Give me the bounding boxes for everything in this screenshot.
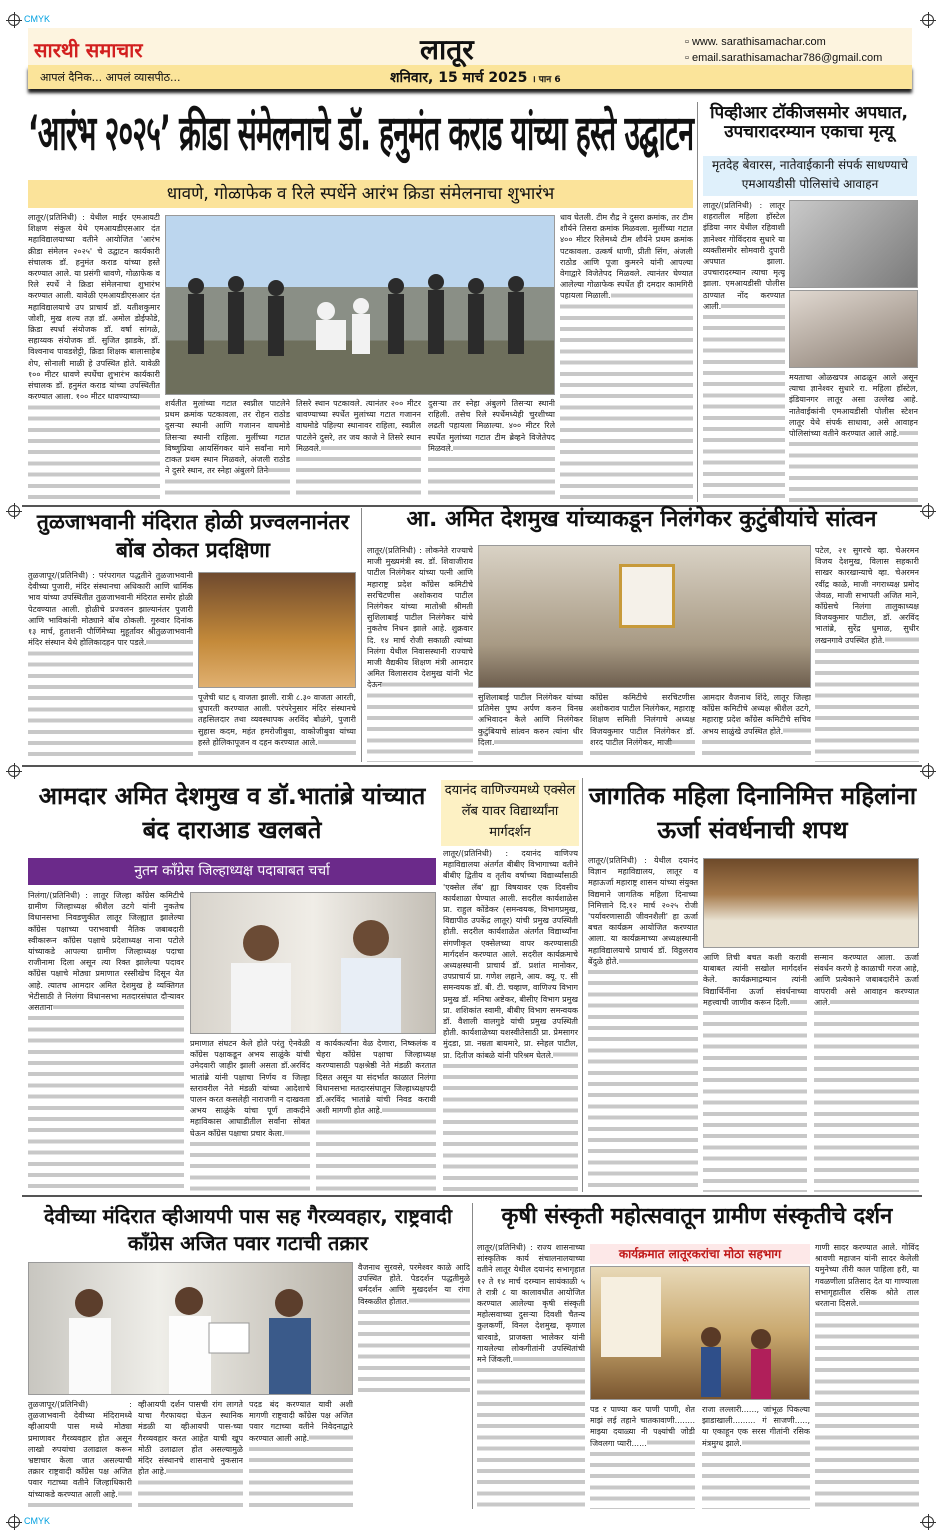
krushi-body-col1: लातूर/(प्रतिनिधी) : राज्य शासनाच्या सांस्कृतिक कार्य संचालनालयाच्या वतीने लातूर येथील दयानंद सभागृहात १२ ते १४ मार्च दरम्यान सायंकाळी ५ ते रात्री ८ या कालावधीत आयोजित करण्यात आलेल्या कृषी संस्कृती महोत्सवाच्या दुसऱ्या दिवशी चैतन्य कुलकर्णी, विनल देशमुख, कृणाल धारवाडे, प्राजक्ता भालेकर यांनी गायलेल्या लोकगीतांनी उपस्थितांची मने जिंकली. — [477, 1242, 585, 1509]
memorandum-photo-icon — [29, 1263, 353, 1395]
krushi-headline — [476, 1205, 918, 1239]
krushi-body-col4: गाणी सादर करण्यात आले. गोविंद श्रावणी महाजन यांनी सादर केलेली यमुनेच्या तीरी काल पाहिला हरी, या गवळणीला प्रतिसाद देत या गाण्याला सभागृहातील रसिक श्रोते ताल धरताना दिसले. — [815, 1242, 919, 1509]
lead-subhead: धावणे, गोळाफेक व रिले स्पर्धेने आरंभ क्रिडा संमेलनाचा शुभारंभ — [28, 180, 693, 208]
registration-mark-icon — [8, 1516, 20, 1528]
stage-performers-photo-icon — [591, 1267, 810, 1400]
portrait-frame-icon — [619, 564, 675, 628]
tagline: आपलं दैनिक... आपलं व्यासपीठ... — [40, 71, 181, 84]
column-divider — [472, 1203, 473, 1509]
website-link[interactable]: ▫ www. sarathisamachar.com — [685, 36, 826, 48]
condolence-body-col1: लातूर/(प्रतिनिधी) : लोकनेते राज्याचे माजी मुख्यमंत्री स्व. डॉ. शिवाजीराव पाटील निलंगेकर यांच्या पत्नी आणि महाराष्ट्र प्रदेश काँग्रेस कमिटीचे सरचिटणीस अशोकराव पाटील निलंगेकर यांच्या मातोश्री श्रीमती सुशिलाबाई पाटील निलंगेकर यांचे नुकतेच निधन झाले आहे. शुक्रवार दि. १४ मार्च रोजी सकाळी त्यांच्या निलंगा येथील निवासस्थानी राज्याचे माजी वैद्यकीय शिक्षण मंत्री आमदार अमित विलासराव देशमुख यांनी भेट देऊन — [367, 545, 473, 762]
devi-temple-body-col3: पदड बंद करण्यात यावी अशी मागणी राष्ट्रवादी काँग्रेस पक्ष अजित पवार गटाच्या वतीने निवेदनाद्वारे करण्यात आली आहे. — [249, 1399, 353, 1509]
registration-mark-icon — [8, 505, 20, 517]
devi-temple-body-col4: वैजनाथ सुरवसे, परमेश्वर काळे आदि उपस्थित होते. पेडदर्शन पद्धतीमुळे धर्मदर्शन आणि मुखदर्शन या रांगा विस्कळीत होतात. — [358, 1262, 470, 1395]
column-divider — [582, 778, 583, 1192]
krushi-body-col2: पड र पाण्या कर पाणी पाणी, शेत माझं लई तहाने चातकावाणी........ माझ्या दयाळ्या नी पक्ष्यांची जोडी जिवलगा प्यारी...... — [590, 1404, 695, 1509]
lead-photo — [165, 215, 555, 395]
womens-day-body-col1: लातूर/(प्रतिनिधी) : येथील दयानंद विज्ञान महाविद्यालय, लातूर व महाऊर्जा महाराष्ट्र शासन यांच्या संयुक्त विद्यमाने जागतिक महिला दिनाच्या निमित्ताने दि.१२ मार्च २०२५ रोजी 'पर्यावरणासाठी जीवनशैली' हा ऊर्जा बचत कार्यक्रम आयोजित करण्यात आला. या कार्यक्रमाच्या अध्यक्षस्थानी महाविद्यालयाचे प्राचार्य डॉ. विठ्ठलराव बेंदुळे होते. — [588, 855, 698, 1192]
krushi-body-col3: राजा लल्लारी......, जांभूळ पिकल्या झाडाखाली......... गं साजणी....., या एकाहून एक सरस गीतांनी रसिक मंत्रमुग्ध झाले. — [702, 1404, 810, 1509]
condolence-headline-text: आ. अमित देशमुख यांच्याकडून निलंगेकर कुटुंबीयांचे सांत्वन — [406, 507, 877, 532]
womens-day-photo — [703, 858, 919, 948]
registration-mark-icon — [8, 765, 20, 777]
tuljabhavani-headline: तुळजाभवानी मंदिरात होळी प्रज्वलनानंतर बोंब ठोकत प्रदक्षिणा — [36, 510, 350, 563]
accident-subhead: मृतदेह बेवारस, नातेवाईकानी संपर्क साधण्याचे एमआयडीसी पोलिसांचे आवाहन — [703, 156, 917, 196]
devi-temple-body-col2: व्हीआयपी दर्शन पासची रांग लागते याचा गैरफायदा घेऊन स्थानिक मंडळी या व्हीआयपी पास-च्या गैरव्यवहार करत आहेत याची खूप मोठी उलाढाल होत असल्यामुळे मंदिर संस्थानचे शासनाचे नुकसान होत आहे. — [138, 1399, 243, 1509]
devi-temple-body-col1: तुळजापूर/(प्रतिनिधी) : तुळजाभवानी देवीच्या मंदिरामध्ये व्हीआयपी पास मध्ये मोठ्या प्रमाणावर गैरव्यवहार होत असून लाखो रुपयांचा उलाढाल करून भ्रष्टाचार केला जात असल्याची तक्रार राष्ट्रवादी काँग्रेस पक्ष अजित पवार गटाच्या वतीने जिल्हाधिकारी यांच्याकडे करण्यात आली आहे. — [28, 1399, 132, 1509]
condolence-body-col4: काँग्रेस कमिटीचे सरचिटणीस अशोकराव पाटील निलंगेकर, महाराष्ट्र शिक्षण समिती निलंगाचे अध्यक्ष विजयकुमार पाटील निलंगेकर डॉ. शरद पाटील निलंगेकर, माजी — [590, 692, 695, 762]
registration-mark-icon — [922, 505, 934, 517]
two-men-photo-icon — [191, 893, 436, 1034]
date-text: शनिवार, 15 मार्च 2025 — [390, 70, 528, 86]
column-divider — [697, 102, 698, 502]
accident-photo-1 — [789, 200, 918, 288]
cmyk-mark: CMYK — [24, 14, 51, 24]
krushi-photo — [590, 1266, 810, 1400]
brand-logo: सारथी समाचार — [34, 38, 143, 62]
closed-door-body-col1: निलंगा/(प्रतिनिधी) : लातूर जिल्हा काँग्रेस कमिटीचे ग्रामीण जिल्हाध्यक्ष श्रीशैल उटगे यांनी नुकतेच विधानसभा निवडणुकीत लातूर जिल्ह्यात झालेल्या काँग्रेस पक्षाच्या पराभवाची नैतिक जबाबदारी स्वीकारून काँग्रेस पक्षाचे प्रदेशाध्यक्ष नाना पटोले यांच्याकडे आपल्या ग्रामीण जिल्हाध्यक्ष पदाचा राजीनामा दिला असून त्या रिक्त झालेल्या पदावर काँग्रेस पक्षाचे मोठ्या प्रमाणात रस्सीखेच दिसून येत आहे. त्यातच आमदार अमित देशमुख हे व्यक्तिगत भेटीसाठी ते निलंगा विधानसभा मतदारसंघात दौऱ्यावर असताना — [28, 890, 184, 1192]
column-divider — [361, 508, 362, 762]
closed-door-subhead: नुतन काँग्रेस जिल्हाध्यक्ष पदाबाबत चर्चा — [28, 858, 436, 885]
condolence-body-col5: आमदार वैजनाथ शिंदे, लातूर जिल्हा काँग्रेस कमिटीचे अध्यक्ष श्रीशैल उटगे, महाराष्ट्र प्रदेश काँग्रेस कमिटीचे सचिव अभय साळुंखे उपस्थित होते. — [702, 692, 811, 762]
cmyk-mark: CMYK — [24, 1516, 51, 1526]
accident-body-col2: मयताचा ओळखपत्र आढळून आले असून त्याचा ज्ञानेश्वर सुधारे रा. महिला हॉस्टेल, इंडियानगर लातूर असा उल्लेख आहे. नातेवाईकांनी एमआयडीसी पोलीस स्टेशन लातूर येथे संपर्क साधावा, असे आवाहन पोलिसांच्या वतीने करण्यात आले आहे. — [789, 372, 918, 502]
devi-temple-photo — [28, 1262, 353, 1395]
accident-headline: पिव्हीआर टॉकीजसमोर अपघात, उपचारादरम्यान एकाचा मृत्यू — [710, 103, 908, 142]
page-number: । पान 6 — [532, 75, 561, 85]
lead-body-col2: शर्यतीत मुलांच्या गटात स्वप्नील पाटलेने प्रथम क्रमांक पटकावला, तर रोहन राठोड दुसऱ्या स्थानी आणि गजानन वाघमोडे तिसऱ्या स्थानी राहिला. मुलींच्या गटात विष्णुप्रिया आयसिंगकर यांने सर्वांना मागे टाकत प्रथम स्थान मिळवले, अंजली राठोड ने दुसरे स्थान, तर स्नेहा अंबुलगे तिने — [165, 398, 290, 502]
dayanand-body: लातूर/(प्रतिनिधी) : दयानंद वाणिज्य महाविद्यालया अंतर्गत बीबीए विभागाच्या वतीने बीबीए द्वितीय व तृतीय वर्षाच्या विद्यार्थ्यांसाठी 'एक्सेल लॅब' ह्या विषयावर एक दिवसीय कार्यशाळा घेण्यात आली. सदरील कार्यशाळेस प्रा. राहुल कोंडेकर (समन्वयक, विभागप्रमुख, विद्यापीठ उपकेंद्र लातूर) यांची प्रमुख उपस्थिती होती. सदरील कार्यशाळेत अंतर्गत विद्यार्थ्यांना संगणीकृत एक्सेलच्या वापर करण्यासाठी मार्गदर्शन करण्यात आले. सदरील कार्यक्रमाचे अध्यक्षस्थानी प्राचार्य डॉ. प्रशांत मानोकर, उपप्राचार्य प्रा. गणेश लहाने, आय. क्यू. ए. सी समन्वयक डॉ. बी. टी. चव्हाण, वाणिज्य विभाग प्रमुख डॉ. मनिषा अष्टेकर, बीसीए विभाग प्रमुख प्रा. शशिकांत स्वामी, बीबीए विभाग समन्वयक डॉ. वैशाली वालगुडे यांची प्रमुख उपस्थिती होती. कार्यशाळेच्या यशस्वीतेसाठी प्रा. प्रेमसागर मुंदडा, प्रा. नम्रता बायमारे, प्रा. स्नेहल पाटील, प्रा. दितीज कांबळे यांनी परिश्रम घेतले. — [443, 848, 578, 1192]
edition-city: लातूर — [420, 33, 474, 66]
womens-day-body-col2: आणि तिची बचत कशी करावी याबाबत त्यांनी सखोल मार्गदर्शन केले. कार्यक्रमाद्रम्यान त्यांनी विद्यार्थिनींना ऊर्जा संवर्धनाच्या महत्त्वाची जाणीव करून दिली. — [703, 952, 807, 1192]
tuljabhavani-body-col2: पूजेची धाट ६ वाजता झाली. रात्री ८.३० वाजता आरती, धुपारती करण्यात आली. परंपरेनुसार मंदिर संस्थानचे तहसिलदार तथा व्यवस्थापक अरविंद बोळंगे, पुजारी सुहास कदम, महंत हमरोजीबुवा, वाकोजीबुवा यांच्या हस्ते होलिकापूजन व दहन करण्यात आले. — [198, 692, 356, 762]
womens-day-body-col3: सन्मान करण्यात आला. ऊर्जा संवर्धन करणे हे काळाची गरज आहे, आणि प्रत्येकाने जबाबदारीने ऊर्जा वापरावी असे आवाहन करण्यात आले. — [814, 952, 919, 1192]
krushi-photo-caption: कार्यक्रमात लातूरकरांचा मोठा सहभाग — [590, 1244, 810, 1264]
registration-mark-icon — [8, 14, 20, 26]
contact-info — [685, 34, 882, 66]
registration-mark-icon — [922, 765, 934, 777]
closed-door-body-col3: व कार्यकर्त्यांना वेळ देणारा, निष्कलंक व चेहरा काँग्रेस पक्षाचा जिल्हाध्यक्ष करण्यासाठी पक्षश्रेष्ठी नेते मंडळी करतात दिसत असून या संदर्भात काळात निलंगा विधानसभा मतदारसंघातून जिल्हाध्यक्षपदी डॉ.अरविंद भातांब्रे यांची निवड करावी अशी मागणी होत आहे. — [316, 1038, 436, 1192]
lead-body-col3: तिसरे स्थान पटकावले. त्यानंतर २०० मीटर धावण्याच्या स्पर्धेत मुलांच्या गटात गजानन वाघमोडे पहिल्या स्थानावर राहिला, स्वप्नील पाटलेने दुसरे, तर जय काजे ने तिसरे स्थान मिळवले. — [296, 398, 421, 502]
devi-temple-headline: देवीच्या मंदिरात व्हीआयपी पास सह गैरव्यवहार, राष्ट्रवादी काँग्रेस अजित पवार गटाची तक्रार — [44, 1204, 452, 1255]
issue-date — [390, 68, 561, 87]
registration-mark-icon — [922, 14, 934, 26]
lead-body-col4: दुसऱ्या तर स्नेहा अंबुलगे तिसऱ्या स्थानी राहिली. तसेच रिले स्पर्धेमध्येही चुरशीच्या लढती पहायला मिळाल्या. ४०० मीटर रिले स्पर्धेत मुलांच्या गटात टीम ब्रेव्हने विजेतेपद मिळवले. — [428, 398, 555, 502]
section-divider — [22, 1195, 922, 1197]
lead-body-col5: धाव घेतली. टीम रौद्र ने दुसरा क्रमांक, तर टीम शौर्यने तिसरा क्रमांक मिळवला. मुलींच्या गटात ४०० मीटर रिलेमध्ये टीम शौर्यने प्रथम क्रमांक पटकावला. उत्कर्ष धाणी, प्रीती सिंग, अंजली राठोड आणि पूजा कुमरने यांनी आपल्या वेगाद्वारे विजेतेपद मिळवले. त्यानंतर घेण्यात आलेल्या गोळाफेक स्पर्धेत ही दमदार कामगिरी पहायला मिळाली. — [560, 212, 693, 502]
closed-door-body-col2: प्रमाणात संघटन केले होते परंतु ऐनवेळी काँग्रेस पक्षाकडून अभय साळुंके यांची उमेदवारी जाहीर झाली असता डॉ.अरविंद भातांब्रे यांनी पक्षाचा निर्णय व जिल्हा स्तरावरील नेते मंडळी यांच्या आदेशाचे पालन करत कसलेही नाराजगी न दाखवता अभय साळुंके यांचा पूर्ण ताकदीने महाविकास आघाडीतील सर्वांना सोबत घेऊन काँग्रेस पक्षाचा प्रचार केला. — [190, 1038, 310, 1192]
dayanand-headline: दयानंद वाणिज्यमध्ये एक्सेल लॅब यावर विद्यार्थ्यांना मार्गदर्शन — [441, 780, 579, 846]
womens-day-headline: जागतिक महिला दिनानिमित्त महिलांना ऊर्जा संवर्धनाची शपथ — [588, 782, 917, 844]
accident-photo-2 — [789, 290, 918, 368]
closed-door-photo — [190, 892, 436, 1034]
crowd-photo-icon — [166, 216, 555, 395]
tuljabhavani-body-col1: तुळजापूर/(प्रतिनिधी) : परंपरागत पद्धतीने तुळजाभवानी देवीच्या पुजारी, मंदिर संस्थानचा अधिकारी आणि धार्मिक भाव यांच्या उपस्थितीत तुळजाभवानी मंदिरात समोर होळी पेटवण्यात आली. होळीचे प्रज्वलन झाल्यानंतर पुजारी आणि भाविकांनी मोठ्याने बोंब ठोकली. गुरुवार दिनांक १३ मार्च, हुताशनी पौर्णिमेच्या मुहूर्तावर श्रीतुळजाभवानी मंदिर संस्थान येथे होलिकादहन पार पडले. — [28, 570, 193, 762]
section-divider — [22, 765, 922, 767]
registration-mark-icon — [922, 1516, 934, 1528]
accident-body-col1: लातूर/(प्रतिनिधी) : लातूर शहरातील महिला हॉस्टेल इंडिया नगर येथील रहिवाशी ज्ञानेश्वर गोविंदराव सुधारे या व्यक्तीसमोर सोमवारी दुपारी अपघात झाला. उपचारादरम्यान त्याचा मृत्यू झाला. एमआयडीसी पोलीस ठाण्यात नोंद करण्यात आली. — [703, 200, 785, 502]
tuljabhavani-photo — [198, 572, 356, 688]
email-link[interactable]: ▫ email.sarathisamachar786@gmail.com — [685, 52, 883, 64]
lead-headline-text: ‘आरंभ २०२५’ क्रीडा संमेलनाचे डॉ. हनुमंत कराड यांच्या हस्ते उद्घाटन — [28, 105, 694, 162]
closed-door-headline: आमदार अमित देशमुख व डॉ.भातांब्रे यांच्यात बंद दाराआड खलबते — [38, 782, 426, 844]
krushi-headline-text: कृषी संस्कृती महोत्सवातून ग्रामीण संस्कृतीचे दर्शन — [501, 1204, 893, 1229]
condolence-photo — [478, 545, 811, 688]
lead-body-col1: लातूर/(प्रतिनिधी) : येथील माईर एमआयटी शिक्षण संकुल येथे एमआयडीएसआर दंत महाविद्यालयाच्या वतीने आयोजित 'आरंभ क्रीडा संमेलन २०२५' चे उद्घाटन कार्यकारी संचालक डॉ. हनुमंत कराड यांच्या हस्ते करण्यात आले. या प्रसंगी धावणे, गोळाफेक व रिले स्पर्धे ने क्रिडा संमेलनाचा शुभारंभ करण्यात आली. यावेळी एमआयडीएसआर दंत महाविद्यालयाचे उप प्राचार्य डॉ. यतीशकुमार जोशी, मुख शल्य तज्ञ डॉ. अमोल डोईफोडे, क्रिडा स्पर्धा संयोजक डॉ. वर्षा सांगळे, सहाय्यक संयोजक डॉ. सुजित झाडके, डॉ. विश्वनाथ पावडशेट्टी, क्रिडा शिक्षक बालासाहेब शेप, सोनाली माळी हे उपस्थित होते. यावेळी १०० मीटर धावणे स्पर्धेचा शुभारंभ कार्यकारी संचालक डॉ. हनुमंत कराड यांच्या उपस्थितीत करण्यात आला. १०० मीटर धावण्याच्या — [28, 212, 160, 502]
condolence-body-col3: सुशिलाबाई पाटील निलंगेकर यांच्या प्रतिमेस पुष्प अर्पण करुन विनम्र अभिवादन केले आणि निलंगेकर कुटुंबियाचे सांत्वन करुन त्यांना धीर दिला. — [478, 692, 583, 762]
condolence-headline — [365, 508, 918, 542]
condolence-body-col2: पटेल, २१ सुगरचे व्हा. चेअरमन विजय देशमुख, विलास सहकारी साखर कारखान्याचे व्हा. चेअरमन रवींद्र काळे, माजी नगराध्यक्ष प्रमोद जेवळ, माजी सभापती अजित माने, काँग्रेसचे निलंगा तालुकाध्यक्ष विजयकुमार पाटील, डॉ. अरविंद भातांब्रे, सुरेंद्र धुमाळ, सुधीर लखनगावे उपस्थित होते. — [815, 545, 919, 762]
lead-headline — [28, 105, 694, 170]
